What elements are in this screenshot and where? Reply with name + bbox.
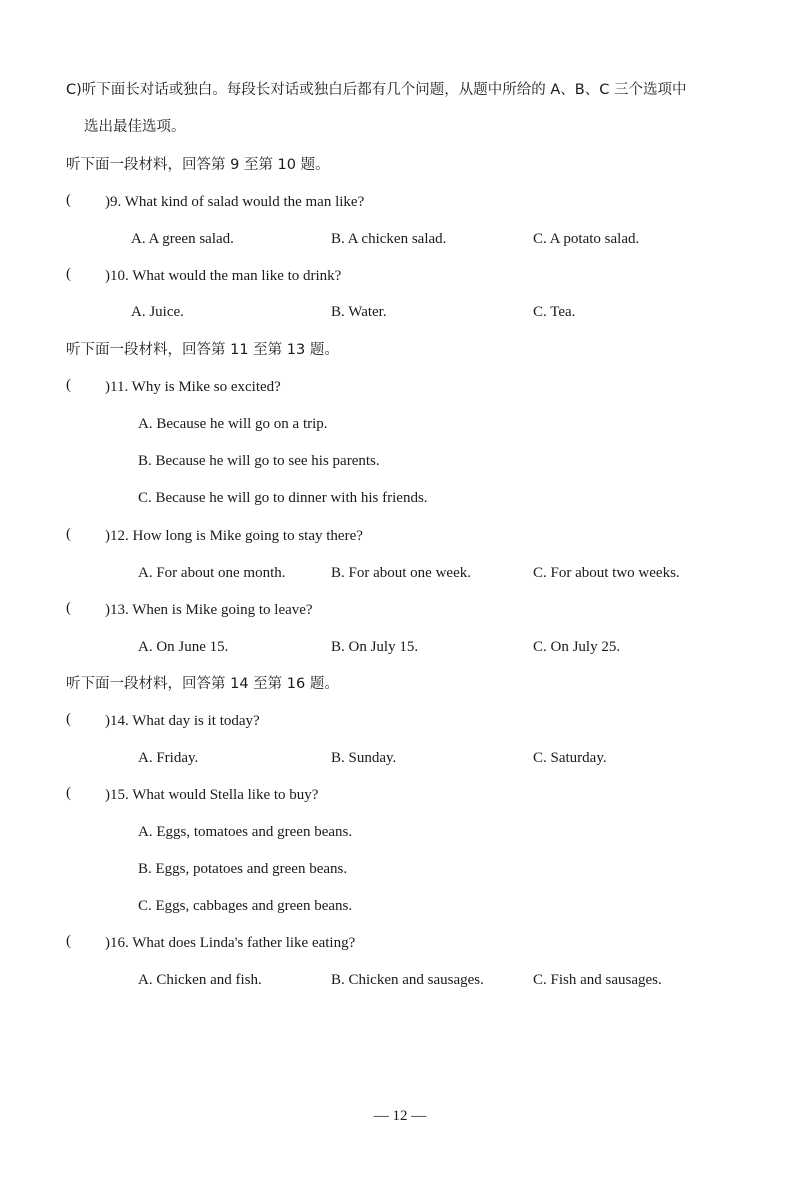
q16-option-b: B. Chicken and sausages. bbox=[331, 972, 484, 988]
q10-option-c: C. Tea. bbox=[533, 304, 576, 320]
answer-paren: ( bbox=[66, 266, 71, 282]
q15-option-c: C. Eggs, cabbages and green beans. bbox=[138, 898, 353, 914]
page-number: — 12 — bbox=[373, 1108, 427, 1124]
answer-paren: ( bbox=[66, 526, 71, 542]
q15-option-b: B. Eggs, potatoes and green beans. bbox=[138, 861, 348, 877]
question-9: )9. What kind of salad would the man like? bbox=[105, 194, 365, 210]
question-15: )15. What would Stella like to buy? bbox=[105, 787, 319, 803]
answer-paren: ( bbox=[66, 711, 71, 727]
q13-option-b: B. On July 15. bbox=[331, 639, 419, 655]
q12-option-a: A. For about one month. bbox=[138, 565, 286, 581]
section-heading-1: 听下面一段材料，回答第 9 至第 10 题。 bbox=[66, 157, 330, 173]
section-heading-2: 听下面一段材料，回答第 11 至第 13 题。 bbox=[66, 342, 339, 358]
q12-option-b: B. For about one week. bbox=[331, 565, 471, 581]
question-13: )13. When is Mike going to leave? bbox=[105, 602, 313, 618]
q14-option-a: A. Friday. bbox=[138, 750, 199, 766]
answer-paren: ( bbox=[66, 377, 71, 393]
q11-option-c: C. Because he will go to dinner with his friends. bbox=[138, 490, 428, 506]
answer-paren: ( bbox=[66, 933, 71, 949]
question-11: )11. Why is Mike so excited? bbox=[105, 379, 281, 395]
instruction-line-1: C)听下面长对话或独白。每段长对话或独白后都有几个问题，从题中所给的 A、B、C 三个选项中 bbox=[66, 82, 687, 98]
q10-option-a: A. Juice. bbox=[131, 304, 184, 320]
q9-option-b: B. A chicken salad. bbox=[331, 231, 447, 247]
question-12: )12. How long is Mike going to stay there? bbox=[105, 528, 363, 544]
q11-option-a: A. Because he will go on a trip. bbox=[138, 416, 328, 432]
q13-option-c: C. On July 25. bbox=[533, 639, 621, 655]
q14-option-c: C. Saturday. bbox=[533, 750, 607, 766]
question-14: )14. What day is it today? bbox=[105, 713, 260, 729]
q13-option-a: A. On June 15. bbox=[138, 639, 229, 655]
q11-option-b: B. Because he will go to see his parents. bbox=[138, 453, 380, 469]
answer-paren: ( bbox=[66, 785, 71, 801]
section-heading-3: 听下面一段材料，回答第 14 至第 16 题。 bbox=[66, 676, 339, 692]
q16-option-a: A. Chicken and fish. bbox=[138, 972, 262, 988]
q14-option-b: B. Sunday. bbox=[331, 750, 397, 766]
question-10: )10. What would the man like to drink? bbox=[105, 268, 342, 284]
answer-paren: ( bbox=[66, 192, 71, 208]
q10-option-b: B. Water. bbox=[331, 304, 387, 320]
instruction-line-2: 选出最佳选项。 bbox=[84, 119, 186, 135]
question-16: )16. What does Linda's father like eating? bbox=[105, 935, 356, 951]
answer-paren: ( bbox=[66, 600, 71, 616]
q16-option-c: C. Fish and sausages. bbox=[533, 972, 662, 988]
q9-option-a: A. A green salad. bbox=[131, 231, 234, 247]
q12-option-c: C. For about two weeks. bbox=[533, 565, 680, 581]
q9-option-c: C. A potato salad. bbox=[533, 231, 640, 247]
q15-option-a: A. Eggs, tomatoes and green beans. bbox=[138, 824, 353, 840]
